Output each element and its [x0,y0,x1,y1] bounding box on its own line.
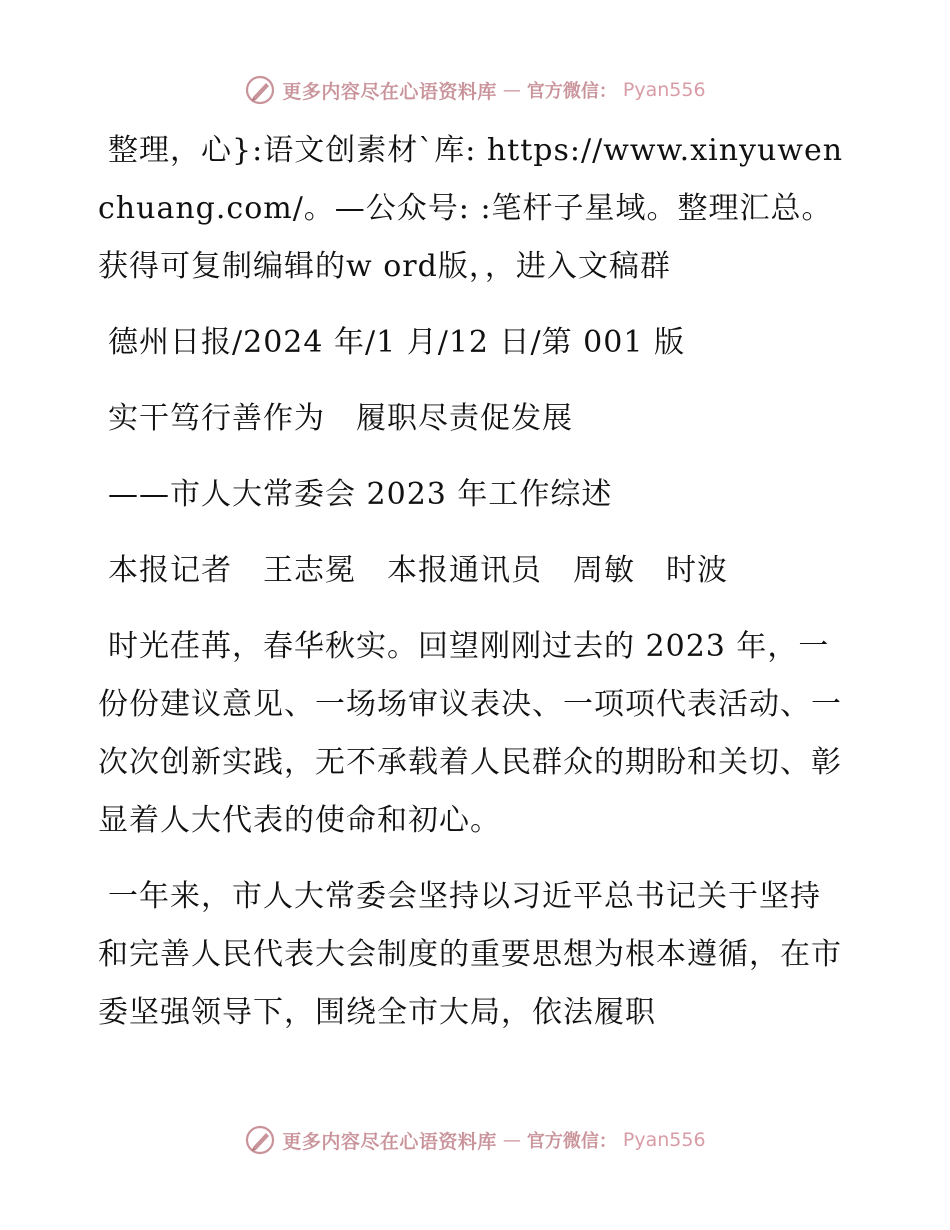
banner-wechat-id: Pyan556 [622,1129,706,1151]
document-body [98,122,850,1060]
body-paragraph: 时光荏苒，春华秋实。回望刚刚过去的 2023 年，一份份建议意见、一场场审议表决、一项项代表活动、一次次创新实践，无不承载着人民群众的期盼和关切、彰显着人大代表的使命和初心。 [98,629,842,838]
source-line: 德州日报/2024 年/1 月/12 日/第 001 版 [108,325,685,360]
article-title: 实干笃行善作为 履职尽责促发展 [108,401,573,436]
body-paragraph: 一年来，市人大常委会坚持以习近平总书记关于坚持和完善人民代表大会制度的重要思想为根本遵循，在市委坚强领导下，围绕全市大局，依法履职 [98,879,842,1030]
byline: 本报记者 王志冕 本报通讯员 周敏 时波 [108,553,728,588]
banner-separator: — [502,1129,521,1151]
banner-main-text: 更多内容尽在心语资料库 [282,1130,497,1153]
intro-paragraph: 整理，心}:语文创素材`库: https://www.xinyuwenchuang.com/。—公众号: :笔杆子星域。整理汇总。获得可复制编辑的w ord版，，进入文稿群 [98,133,844,284]
article-subtitle: ——市人大常委会 2023 年工作综述 [108,477,613,512]
header-watermark-banner [0,70,950,110]
footer-watermark-banner [0,1120,950,1160]
pen-seal-icon [244,74,276,106]
banner-wechat-label: 官方微信： [526,1131,617,1152]
banner-wechat-label: 官方微信： [526,81,617,102]
banner-wechat-id: Pyan556 [622,79,706,101]
banner-main-text: 更多内容尽在心语资料库 [282,80,497,103]
pen-seal-icon [244,1124,276,1156]
banner-separator: — [502,79,521,101]
